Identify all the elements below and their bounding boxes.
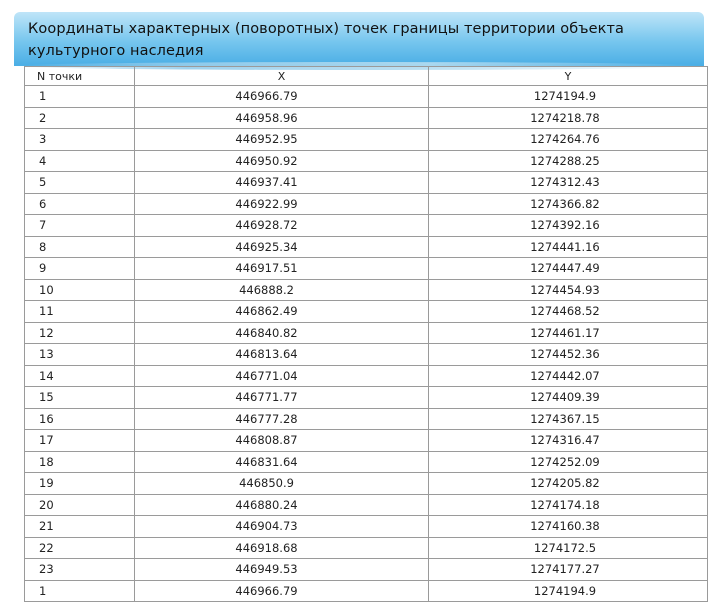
table-row [25,451,708,473]
point-number-cell: 22 [25,537,135,559]
x-coordinate-cell: 446958.96 [135,107,429,129]
y-coordinate-cell: 1274252.09 [429,451,708,473]
y-coordinate-cell: 1274194.9 [429,86,708,108]
table-row [25,301,708,323]
y-coordinate-cell: 1274461.17 [429,322,708,344]
table-row [25,494,708,516]
point-number-cell: 11 [25,301,135,323]
x-coordinate-cell: 446862.49 [135,301,429,323]
table-row [25,516,708,538]
table-row [25,172,708,194]
point-number-cell: 10 [25,279,135,301]
x-coordinate-cell: 446850.9 [135,473,429,495]
table-row [25,129,708,151]
table-row [25,344,708,366]
x-coordinate-cell: 446840.82 [135,322,429,344]
x-coordinate-cell: 446928.72 [135,215,429,237]
table-row [25,387,708,409]
header-y: Y [429,67,708,86]
x-coordinate-cell: 446917.51 [135,258,429,280]
x-coordinate-cell: 446950.92 [135,150,429,172]
y-coordinate-cell: 1274218.78 [429,107,708,129]
point-number-cell: 6 [25,193,135,215]
y-coordinate-cell: 1274177.27 [429,559,708,581]
x-coordinate-cell: 446831.64 [135,451,429,473]
header-point-number: N точки [25,67,135,86]
table-row [25,559,708,581]
point-number-cell: 23 [25,559,135,581]
y-coordinate-cell: 1274160.38 [429,516,708,538]
point-number-cell: 17 [25,430,135,452]
x-coordinate-cell: 446922.99 [135,193,429,215]
y-coordinate-cell: 1274442.07 [429,365,708,387]
x-coordinate-cell: 446771.04 [135,365,429,387]
table-row [25,279,708,301]
table-header-row [25,67,708,86]
y-coordinate-cell: 1274392.16 [429,215,708,237]
x-coordinate-cell: 446966.79 [135,580,429,602]
point-number-cell: 13 [25,344,135,366]
point-number-cell: 1 [25,86,135,108]
y-coordinate-cell: 1274452.36 [429,344,708,366]
point-number-cell: 14 [25,365,135,387]
header-x: X [135,67,429,86]
table-row [25,107,708,129]
x-coordinate-cell: 446813.64 [135,344,429,366]
point-number-cell: 16 [25,408,135,430]
y-coordinate-cell: 1274409.39 [429,387,708,409]
table-row [25,258,708,280]
table-row [25,430,708,452]
x-coordinate-cell: 446904.73 [135,516,429,538]
point-number-cell: 19 [25,473,135,495]
point-number-cell: 1 [25,580,135,602]
y-coordinate-cell: 1274288.25 [429,150,708,172]
table-row [25,150,708,172]
coordinates-table [24,66,708,602]
y-coordinate-cell: 1274205.82 [429,473,708,495]
x-coordinate-cell: 446925.34 [135,236,429,258]
table-row [25,322,708,344]
x-coordinate-cell: 446777.28 [135,408,429,430]
y-coordinate-cell: 1274468.52 [429,301,708,323]
y-coordinate-cell: 1274172.5 [429,537,708,559]
point-number-cell: 15 [25,387,135,409]
point-number-cell: 2 [25,107,135,129]
x-coordinate-cell: 446888.2 [135,279,429,301]
point-number-cell: 3 [25,129,135,151]
y-coordinate-cell: 1274174.18 [429,494,708,516]
point-number-cell: 20 [25,494,135,516]
x-coordinate-cell: 446952.95 [135,129,429,151]
y-coordinate-cell: 1274441.16 [429,236,708,258]
table-row [25,537,708,559]
point-number-cell: 5 [25,172,135,194]
point-number-cell: 7 [25,215,135,237]
point-number-cell: 12 [25,322,135,344]
slide-title: Координаты характерных (поворотных) точек границы территории объекта культурного наследия [28,21,625,59]
y-coordinate-cell: 1274454.93 [429,279,708,301]
table-row [25,236,708,258]
x-coordinate-cell: 446880.24 [135,494,429,516]
y-coordinate-cell: 1274316.47 [429,430,708,452]
table-row [25,473,708,495]
x-coordinate-cell: 446949.53 [135,559,429,581]
point-number-cell: 4 [25,150,135,172]
point-number-cell: 18 [25,451,135,473]
table-row [25,86,708,108]
y-coordinate-cell: 1274447.49 [429,258,708,280]
x-coordinate-cell: 446808.87 [135,430,429,452]
y-coordinate-cell: 1274312.43 [429,172,708,194]
x-coordinate-cell: 446918.68 [135,537,429,559]
y-coordinate-cell: 1274194.9 [429,580,708,602]
y-coordinate-cell: 1274264.76 [429,129,708,151]
point-number-cell: 21 [25,516,135,538]
x-coordinate-cell: 446937.41 [135,172,429,194]
table-row [25,193,708,215]
table-row [25,580,708,602]
y-coordinate-cell: 1274366.82 [429,193,708,215]
x-coordinate-cell: 446966.79 [135,86,429,108]
point-number-cell: 8 [25,236,135,258]
x-coordinate-cell: 446771.77 [135,387,429,409]
point-number-cell: 9 [25,258,135,280]
table-row [25,365,708,387]
y-coordinate-cell: 1274367.15 [429,408,708,430]
table-row [25,215,708,237]
table-body [25,86,708,602]
table-row [25,408,708,430]
